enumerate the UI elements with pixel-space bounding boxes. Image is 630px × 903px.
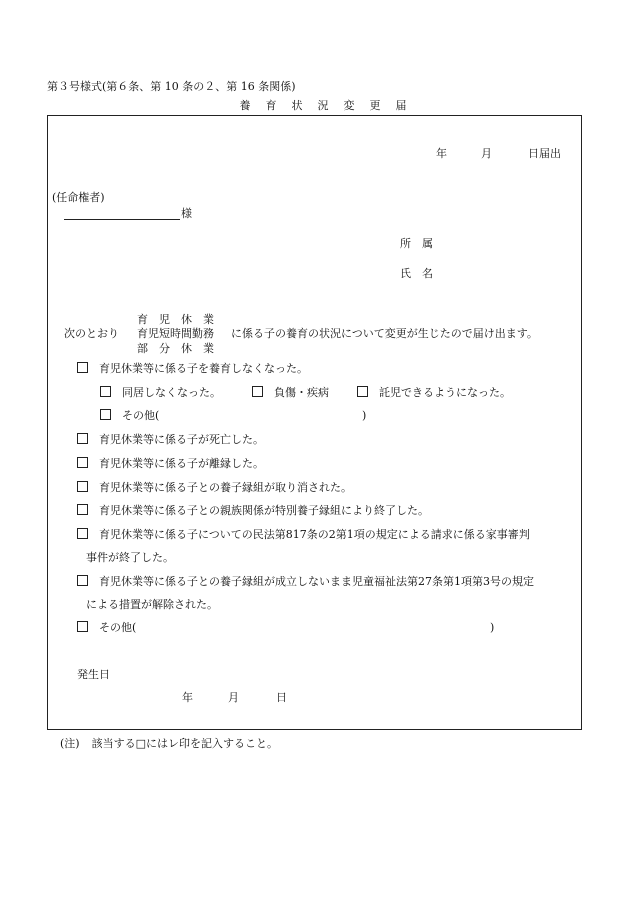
checkbox-icon[interactable] xyxy=(77,457,88,468)
appointer-name-field[interactable] xyxy=(64,219,180,220)
checkbox-item-8[interactable] xyxy=(77,621,136,635)
form-number: 第３号様式(第６条、第 10 条の２、第 16 条関係) xyxy=(47,80,296,93)
item-1d-close: ) xyxy=(362,409,367,422)
item-1b-text: 負傷・疾病 xyxy=(274,386,329,399)
checkbox-item-4[interactable] xyxy=(77,481,352,495)
item-2-text: 育児休業等に係る子が死亡した。 xyxy=(99,433,264,446)
checkbox-icon[interactable] xyxy=(77,433,88,444)
occurrence-label: 発生日 xyxy=(77,668,110,681)
checkbox-icon[interactable] xyxy=(77,504,88,515)
item-1-text: 育児休業等に係る子を養育しなくなった。 xyxy=(99,362,308,375)
date-year-field[interactable]: 年 xyxy=(436,147,447,160)
item-1a-text: 同居しなくなった。 xyxy=(122,386,221,399)
checkbox-item-6[interactable] xyxy=(77,528,530,542)
checkbox-icon[interactable] xyxy=(77,362,88,373)
title-char: 況 xyxy=(317,99,329,112)
note xyxy=(60,737,278,751)
checkbox-icon[interactable] xyxy=(100,386,111,397)
intro-suffix: に係る子の養育の状況について変更が生じたので届け出ます。 xyxy=(231,327,538,340)
occurrence-month-field[interactable]: 月 xyxy=(228,691,239,704)
note-label: (注) xyxy=(60,737,80,750)
checkbox-icon[interactable] xyxy=(357,386,368,397)
checkbox-item-5[interactable] xyxy=(77,504,429,518)
item-5-text: 育児休業等に係る子との親族関係が特別養子縁組により終了した。 xyxy=(99,504,429,517)
checkbox-item-2[interactable] xyxy=(77,433,264,447)
title-char: 養 xyxy=(239,99,251,112)
item-6-text-line2: 事件が終了した。 xyxy=(86,551,174,564)
title-char: 更 xyxy=(369,99,381,112)
title-char: 変 xyxy=(343,99,355,112)
leave-type-short-hours: 育児短時間勤務 xyxy=(137,327,214,340)
date-month-field[interactable]: 月 xyxy=(481,147,492,160)
occurrence-day-field[interactable]: 日 xyxy=(276,691,287,704)
checkbox-item-3[interactable] xyxy=(77,457,264,471)
checkbox-item-1a[interactable] xyxy=(100,386,221,400)
date-day-field[interactable]: 日届出 xyxy=(528,147,561,160)
item-7-text-line1: 育児休業等に係る子との養子縁組が成立しないまま児童福祉法第27条第1項第3号の規定 xyxy=(99,575,534,588)
checkbox-icon[interactable] xyxy=(252,386,263,397)
title-char: 状 xyxy=(291,99,303,112)
checkbox-item-1c[interactable] xyxy=(357,386,511,400)
item-8-open: その他( xyxy=(99,621,137,634)
item-7-text-line2: による措置が解除された。 xyxy=(86,598,218,611)
checkbox-icon[interactable] xyxy=(77,528,88,539)
item-8-close: ) xyxy=(490,621,495,634)
title-char: 届 xyxy=(395,99,407,112)
checkbox-item-1d[interactable] xyxy=(100,409,159,423)
intro-prefix: 次のとおり xyxy=(64,327,119,340)
leave-type-partial: 部 分 休 業 xyxy=(137,342,214,355)
item-3-text: 育児休業等に係る子が離縁した。 xyxy=(99,457,264,470)
name-label: 氏 名 xyxy=(400,267,433,280)
honorific: 様 xyxy=(181,207,192,220)
item-4-text: 育児休業等に係る子との養子縁組が取り消された。 xyxy=(99,481,352,494)
checkbox-item-1[interactable] xyxy=(77,362,308,376)
item-6-text-line1: 育児休業等に係る子についての民法第817条の2第1項の規定による請求に係る家事審判 xyxy=(99,528,530,541)
item-1d-open: その他( xyxy=(122,409,160,422)
title-char: 育 xyxy=(265,99,277,112)
checkbox-icon[interactable] xyxy=(77,621,88,632)
checkbox-icon[interactable] xyxy=(77,575,88,586)
occurrence-year-field[interactable]: 年 xyxy=(182,691,193,704)
checkbox-item-7[interactable] xyxy=(77,575,534,589)
note-text: 該当する□にはレ印を記入すること。 xyxy=(91,737,278,750)
checkbox-icon[interactable] xyxy=(77,481,88,492)
checkbox-icon[interactable] xyxy=(100,409,111,420)
form-title xyxy=(232,99,414,113)
appointer-label: (任命権者) xyxy=(52,191,105,204)
leave-type-childcare: 育 児 休 業 xyxy=(137,313,214,326)
item-1c-text: 託児できるようになった。 xyxy=(379,386,511,399)
checkbox-item-1b[interactable] xyxy=(252,386,329,400)
affiliation-label: 所 属 xyxy=(400,237,433,250)
